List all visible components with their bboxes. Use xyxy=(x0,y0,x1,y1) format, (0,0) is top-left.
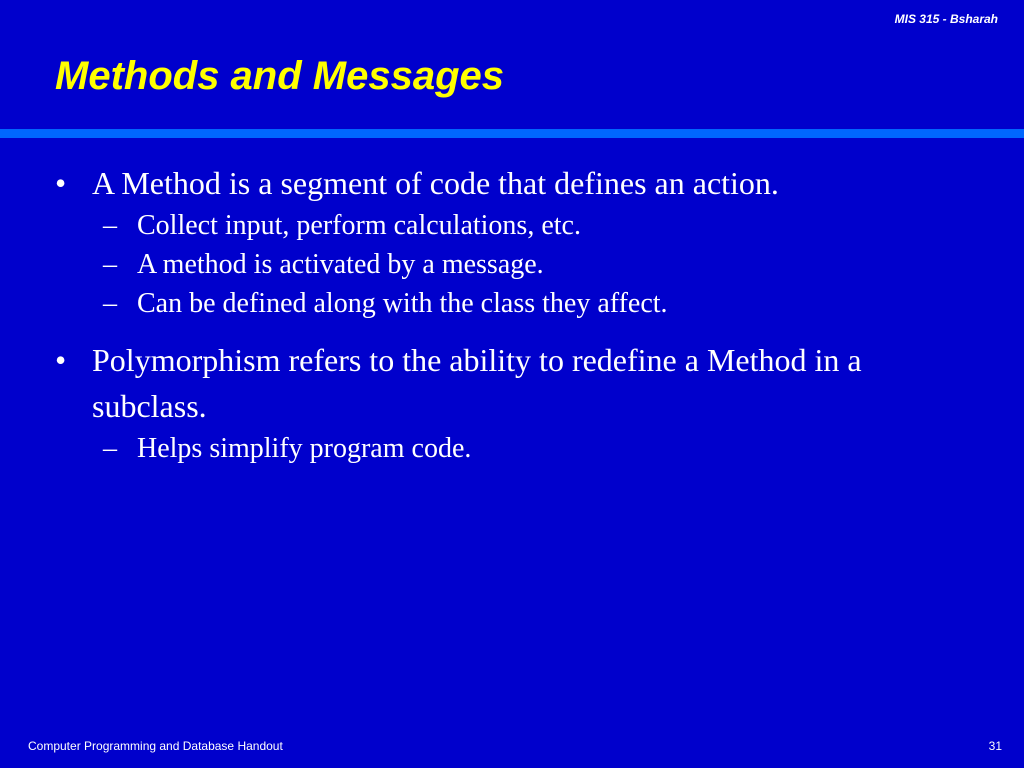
sub-bullet-marker: – xyxy=(103,433,117,464)
bullet-item xyxy=(55,160,995,206)
sub-bullet-marker: – xyxy=(103,249,117,280)
sub-bullet-text: Helps simplify program code. xyxy=(137,433,472,464)
bullet-group-method xyxy=(55,160,995,323)
sub-bullet-marker: – xyxy=(103,288,117,319)
slide-title: Methods and Messages xyxy=(55,54,505,98)
footer-handout-title: Computer Programming and Database Handout xyxy=(28,739,283,753)
sub-bullet-item xyxy=(103,245,995,284)
bullet-marker: • xyxy=(55,342,67,378)
sub-bullet-text: Can be defined along with the class they affect. xyxy=(137,288,668,319)
bullet-marker: • xyxy=(55,165,67,201)
slide-content xyxy=(55,160,995,482)
sub-bullet-item xyxy=(103,429,995,468)
title-divider xyxy=(0,129,1024,138)
bullet-item xyxy=(55,337,995,429)
sub-bullet-item xyxy=(103,284,995,323)
sub-bullet-item xyxy=(103,206,995,245)
sub-bullet-text: Collect input, perform calculations, etc. xyxy=(137,210,581,241)
bullet-text: A Method is a segment of code that defines an action. xyxy=(92,165,779,201)
header-note: MIS 315 - Bsharah xyxy=(894,12,998,26)
bullet-text: Polymorphism refers to the ability to redefine a Method in a subclass. xyxy=(92,342,862,424)
sub-bullet-marker: – xyxy=(103,210,117,241)
bullet-group-polymorphism xyxy=(55,337,995,468)
page-number: 31 xyxy=(988,739,1002,753)
sub-bullet-text: A method is activated by a message. xyxy=(137,249,544,280)
